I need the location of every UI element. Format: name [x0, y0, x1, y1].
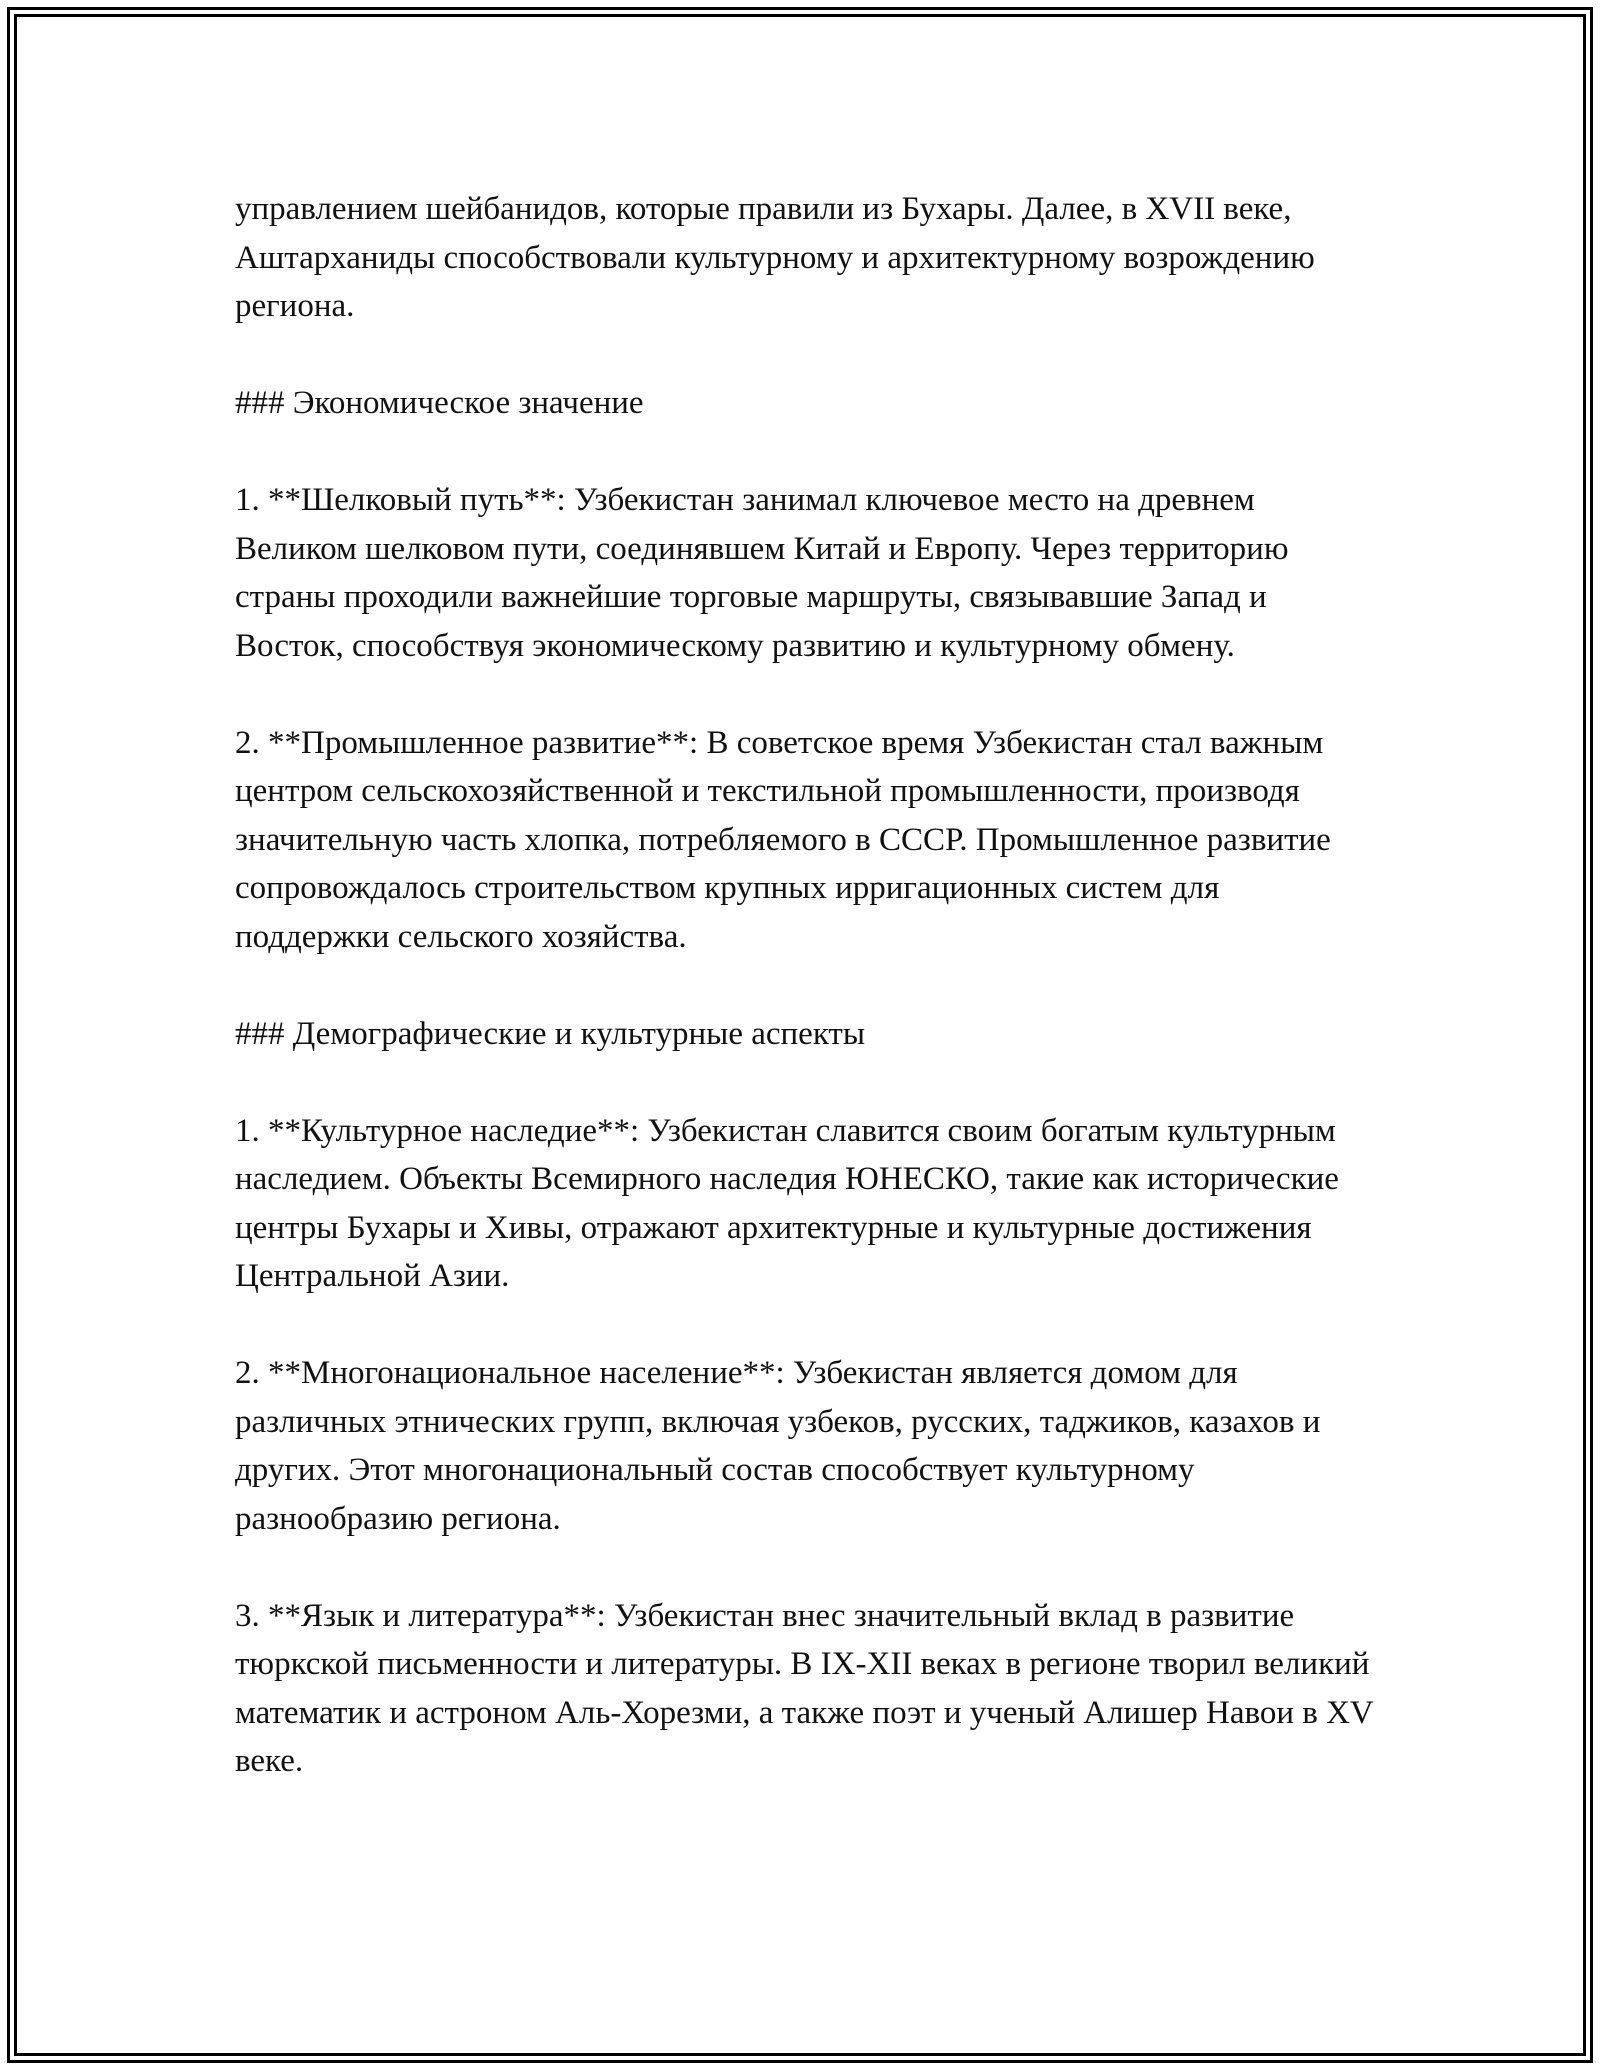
list-item-language-literature: 3. **Язык и литература**: Узбекистан внес значительный вклад в развитие тюркской письменности и литературы. В IX-XII веках в регионе творил великий математик и астроном Аль-Хорезми, а также поэт и ученый Алишер Навои в XV веке.: [235, 1597, 1374, 1779]
heading-demographic-cultural: ### Демографические и культурные аспекты: [235, 1015, 866, 1052]
document-body: [235, 185, 1375, 1786]
list-item-cultural-heritage: 1. **Культурное наследие**: Узбекистан славится своим богатым культурным наследием. Объекты Всемирного наследия ЮНЕСКО, такие как исторические центры Бухары и Хивы, отражают архитектурные и культурные достижения Центральной Азии.: [235, 1112, 1339, 1294]
list-item-multinational-population: 2. **Многонациональное население**: Узбекистан является домом для различных этнических групп, включая узбеков, русских, таджиков, казахов и других. Этот многонациональный состав способствует культурному разнообразию региона.: [235, 1355, 1321, 1537]
list-item-silk-road: 1. **Шелковый путь**: Узбекистан занимал ключевое место на древнем Великом шелковом пути, соединявшем Китай и Европу. Через территорию страны проходили важнейшие торговые маршруты, связывавшие Запад и Восток, способствуя экономическому развитию и культурному обмену.: [235, 482, 1289, 664]
list-item-industrial-development: 2. **Промышленное развитие**: В советское время Узбекистан стал важным центром сельскохозяйственной и текстильной промышленности, производя значительную часть хлопка, потребляемого в СССР. Промышленное развитие сопровождалось строительством крупных ирригационных систем для поддержки сельского хозяйства.: [235, 724, 1331, 955]
paragraph-intro: управлением шейбанидов, которые правили из Бухары. Далее, в XVII веке, Аштарханиды способствовали культурному и архитектурному возрождению региона.: [235, 191, 1315, 324]
heading-economic-significance: ### Экономическое значение: [235, 385, 644, 421]
